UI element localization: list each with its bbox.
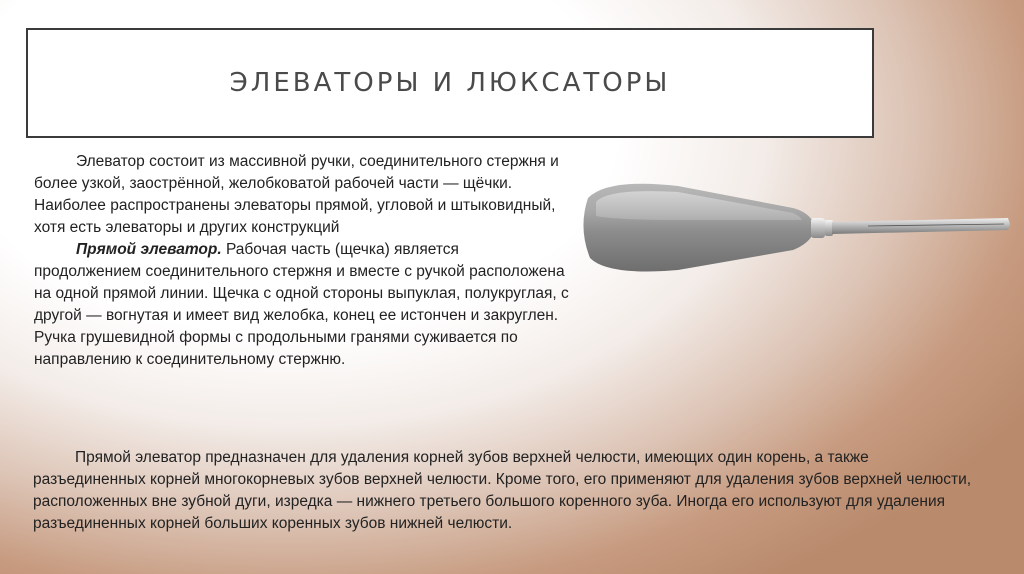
title-box: [26, 28, 874, 138]
elevator-shaft: [832, 218, 1010, 234]
description-paragraph: [34, 151, 569, 371]
straight-elevator-description: Рабочая часть (щечка) является продолжением соединительного стержня и вместе с ручкой расположена на одной прямой линии. Щечка с одной стороны выпуклая, полукруглая, с другой — вогнутая и имеет вид желобка, конец ее истончен и закруглен. Ручка грушевидной формы с продольными гранями суживается по направлению к соединительному стержню.: [34, 241, 569, 368]
elevator-collar: [811, 218, 825, 238]
straight-elevator-term: Прямой элеватор.: [76, 241, 222, 258]
elevator-collar-ring: [825, 220, 833, 236]
usage-text: Прямой элеватор предназначен для удаления корней зубов верхней челюсти, имеющих один корень, а также разъединенных корней многокорневых зубов верхней челюсти. Кроме того, его применяют для удаления зубов верхней челюсти, расположенных вне зубной дуги, изредка — нижнего третьего большого коренного зуба. Иногда его используют для удаления разъединенных корней больших коренных зубов нижней челюсти.: [33, 449, 972, 532]
intro-text: Элеватор состоит из массивной ручки, соединительного стержня и более узкой, заострённой, желобковатой рабочей части — щёчки. Наиболее распространены элеваторы прямой, угловой и штыковидный, хотя есть элеваторы и других конструкций: [34, 153, 559, 236]
elevator-instrument-image: [568, 158, 1016, 298]
page-title: ЭЛЕВАТОРЫ И ЛЮКСАТОРЫ: [229, 68, 671, 98]
usage-paragraph: [33, 447, 983, 535]
